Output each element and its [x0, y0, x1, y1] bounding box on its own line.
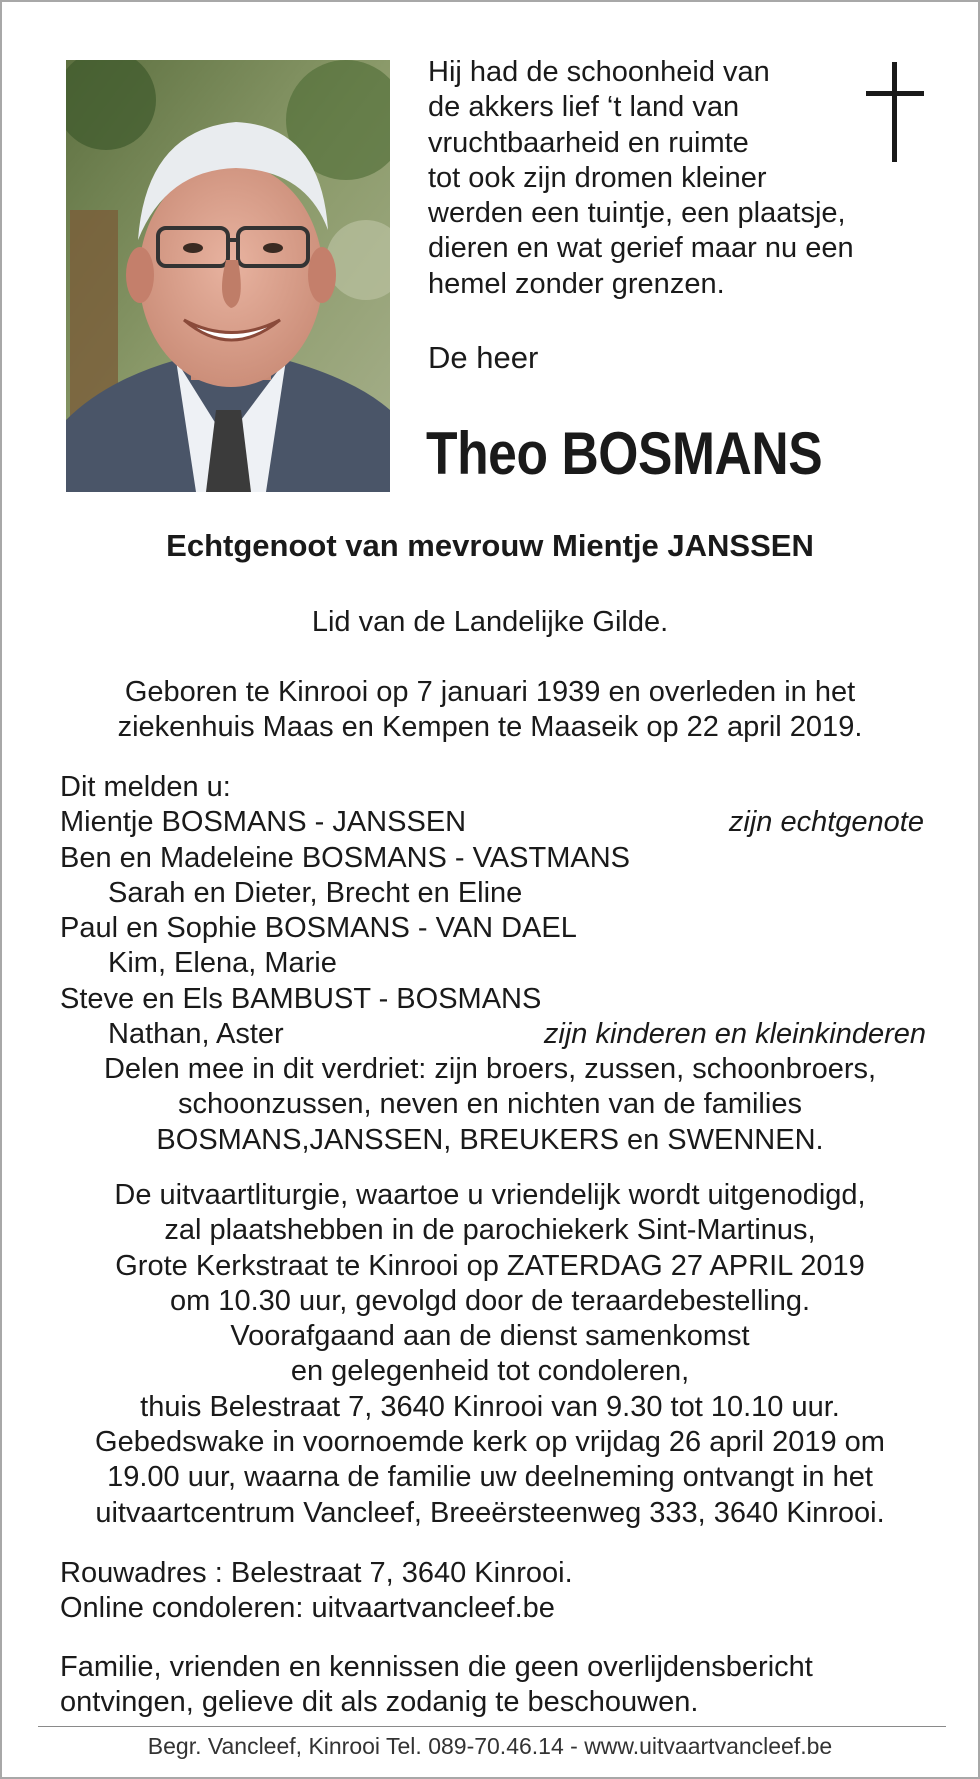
funeral-line: Grote Kerkstraat te Kinrooi op ZATERDAG 27 APRIL 2019	[115, 1249, 865, 1282]
closing-line: Familie, vrienden en kennissen die geen overlijdensbericht	[60, 1651, 813, 1683]
funeral-line: om 10.30 uur, gevolgd door de teraardebestelling.	[169, 1284, 811, 1317]
birth-death	[2, 675, 978, 746]
closing-note	[60, 1650, 940, 1721]
mourning-address: Rouwadres : Belestraat 7, 3640 Kinrooi.	[60, 1557, 573, 1589]
funeral-line: uitvaartcentrum Vancleef, Breeërsteenweg 333, 3640 Kinrooi.	[95, 1496, 885, 1529]
birth-death-line: ziekenhuis Maas en Kempen te Maaseik op 22 april 2019.	[117, 711, 863, 744]
funeral-details	[2, 1178, 978, 1531]
poem-line: de akkers lief ‘t land van	[428, 91, 740, 124]
poem-line: werden een tuintje, een plaatsje,	[428, 197, 846, 230]
contact-info	[60, 1556, 940, 1627]
relation-label: zijn echtgenote	[728, 806, 924, 839]
family-names: Mientje BOSMANS - JANSSEN	[60, 806, 467, 839]
family-row	[60, 946, 920, 981]
funeral-line: zal plaatshebben in de parochiekerk Sint-Martinus,	[164, 1214, 816, 1247]
poem	[428, 55, 898, 302]
funeral-line: 19.00 uur, waarna de familie uw deelneming ontvangt in het	[107, 1461, 873, 1494]
funeral-line: thuis Belestraat 7, 3640 Kinrooi van 9.30 tot 10.10 uur.	[140, 1390, 840, 1423]
family-names: Ben en Madeleine BOSMANS - VASTMANS	[60, 841, 631, 874]
family-names: Steve en Els BAMBUST - BOSMANS	[60, 982, 542, 1015]
deceased-name: Theo BOSMANS	[426, 420, 823, 487]
funeral-line: Voorafgaand aan de dienst samenkomst	[230, 1320, 750, 1353]
family-row	[60, 982, 920, 1017]
shared-grief-line: BOSMANS,JANSSEN, BREUKERS en SWENNEN.	[156, 1123, 824, 1156]
family-row	[60, 911, 920, 946]
family-names: Kim, Elena, Marie	[108, 947, 337, 980]
funeral-line: Gebedswake in voornoemde kerk op vrijdag 26 april 2019 om	[95, 1426, 885, 1459]
family-row	[60, 1017, 926, 1052]
salutation: De heer	[428, 340, 539, 375]
footer-divider	[38, 1726, 946, 1727]
closing-line: ontvingen, gelieve dit als zodanig te beschouwen.	[60, 1686, 699, 1719]
announce-intro: Dit melden u:	[60, 771, 231, 803]
family-names: Nathan, Aster	[108, 1018, 284, 1051]
poem-line: tot ook zijn dromen kleiner	[428, 161, 767, 194]
funeral-line: en gelegenheid tot condoleren,	[290, 1355, 690, 1388]
family-row	[60, 805, 924, 840]
family-announcement	[60, 770, 926, 1052]
shared-grief-line: Delen mee in dit verdriet: zijn broers, zussen, schoonbroers,	[103, 1053, 877, 1085]
shared-grief	[2, 1052, 978, 1158]
poem-line: vruchtbaarheid en ruimte	[428, 126, 749, 159]
poem-line: hemel zonder grenzen.	[428, 267, 725, 300]
portrait-photo	[66, 60, 390, 492]
spouse-line: Echtgenoot van mevrouw Mientje JANSSEN	[166, 528, 814, 563]
relation-label: zijn kinderen en kleinkinderen	[543, 1018, 926, 1051]
shared-grief-line: schoonzussen, neven en nichten van de families	[178, 1088, 802, 1121]
family-names: Sarah en Dieter, Brecht en Eline	[108, 876, 523, 909]
poem-line: Hij had de schoonheid van	[428, 56, 770, 88]
birth-death-line: Geboren te Kinrooi op 7 januari 1939 en overleden in het	[124, 676, 856, 708]
family-row	[60, 841, 920, 876]
funeral-home-footer: Begr. Vancleef, Kinrooi Tel. 089-70.46.14 - www.uitvaartvancleef.be	[147, 1733, 833, 1759]
family-names: Paul en Sophie BOSMANS - VAN DAEL	[60, 912, 577, 945]
funeral-line: De uitvaartliturgie, waartoe u vriendelijk wordt uitgenodigd,	[114, 1179, 866, 1211]
online-condolence: Online condoleren: uitvaartvancleef.be	[60, 1592, 555, 1625]
membership: Lid van de Landelijke Gilde.	[311, 606, 669, 638]
poem-line: dieren en wat gerief maar nu een	[428, 232, 854, 265]
family-row	[60, 876, 920, 911]
